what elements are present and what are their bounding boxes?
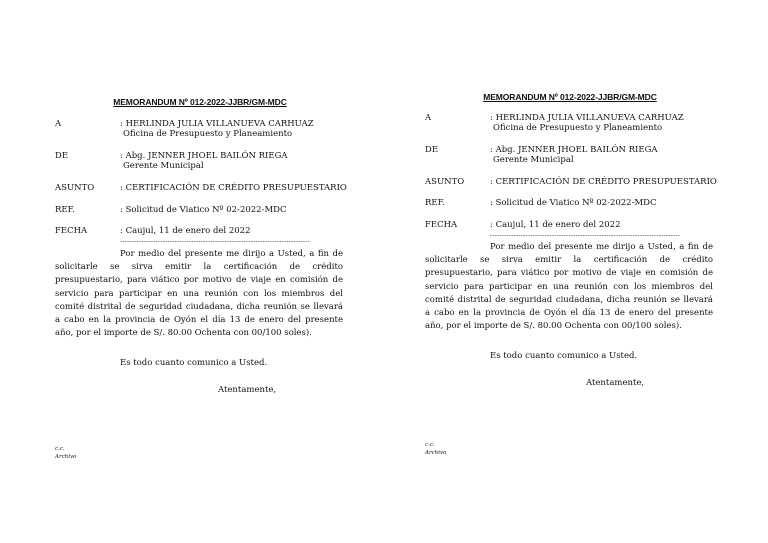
cc-archive: Archivo [425, 450, 447, 456]
cc-label: c.c. [55, 446, 65, 452]
field-de-value: : Abg. JENNER JHOEL BAILÓN RIEGA [490, 145, 658, 155]
closing-text: Es todo cuanto comunico a Usted. [120, 358, 268, 368]
memo-title: MEMORANDUM Nº 012-2022-JJBR/GM-MDC [113, 97, 287, 107]
field-a-subtitle: Oficina de Presupuesto y Planeamiento [123, 129, 293, 139]
field-de-label: DE [55, 151, 69, 161]
field-ref-value: : Solicitud de Viatico Nº 02-2022-MDC [120, 205, 287, 215]
cc-label: c.c. [425, 442, 435, 448]
memorandum-right [420, 0, 720, 543]
field-de-subtitle: Gerente Municipal [493, 155, 574, 165]
separator-line: -------------------------------------------------------------------------------- [490, 233, 681, 239]
signoff-text: Atentamente, [586, 378, 645, 388]
field-de-subtitle: Gerente Municipal [123, 161, 204, 171]
memorandum-left [50, 0, 350, 543]
closing-text: Es todo cuanto comunico a Usted. [490, 351, 638, 361]
field-fecha-label: FECHA [55, 226, 88, 236]
field-fecha-value: : Caujul, 11 de enero del 2022 [120, 226, 251, 236]
signoff-text: Atentamente, [218, 385, 277, 395]
field-de-label: DE [425, 145, 439, 155]
field-asunto-label: ASUNTO [55, 183, 95, 193]
memo-body: Por medio del presente me dirijo a Usted, a fin de solicitarle se sirva emitir la certificación de crédito presupuestario, para viático por motivo de viaje en comisión de servicio para participar en una reunión con los miembros del comité distrital de seguridad ciudadana, dicha reunión se llevará a cabo en la provincia de Oyón el día 13 de enero del presente año, por el importe de S/. 80.00 Ochenta con 00/100 soles). [425, 242, 713, 332]
field-asunto-value: : CERTIFICACIÓN DE CRÉDITO PRESUPUESTARIO [120, 183, 347, 193]
cc-block [425, 441, 446, 457]
cc-archive: Archivo [55, 454, 77, 460]
field-ref-label: REF. [425, 198, 445, 208]
field-a-value: : HERLINDA JULIA VILLANUEVA CARHUAZ [490, 113, 684, 123]
field-a-value: : HERLINDA JULIA VILLANUEVA CARHUAZ [120, 119, 314, 129]
memo-title: MEMORANDUM Nº 012-2022-JJBR/GM-MDC [483, 92, 657, 102]
field-asunto-value: : CERTIFICACIÓN DE CRÉDITO PRESUPUESTARIO [490, 177, 717, 187]
cc-block [55, 445, 76, 461]
field-a-label: A [425, 113, 432, 123]
separator-line: -------------------------------------------------------------------------------- [120, 239, 311, 245]
field-de-value: : Abg. JENNER JHOEL BAILÓN RIEGA [120, 151, 288, 161]
field-asunto-label: ASUNTO [425, 177, 465, 187]
field-fecha-value: : Caujul, 11 de enero del 2022 [490, 220, 621, 230]
field-ref-value: : Solicitud de Viatico Nº 02-2022-MDC [490, 198, 657, 208]
field-fecha-label: FECHA [425, 220, 458, 230]
memo-body: Por medio del presente me dirijo a Usted, a fin de solicitarle se sirva emitir la certificación de crédito presupuestario, para viático por motivo de viaje en comisión de servicio para participar en una reunión con los miembros del comité distrital de seguridad ciudadana, dicha reunión se llevará a cabo en la provincia de Oyón el día 13 de enero del presente año, por el importe de S/. 80.00 Ochenta con 00/100 soles). [55, 249, 343, 339]
field-ref-label: REF. [55, 205, 75, 215]
field-a-label: A [55, 119, 62, 129]
field-a-subtitle: Oficina de Presupuesto y Planeamiento [493, 123, 663, 133]
